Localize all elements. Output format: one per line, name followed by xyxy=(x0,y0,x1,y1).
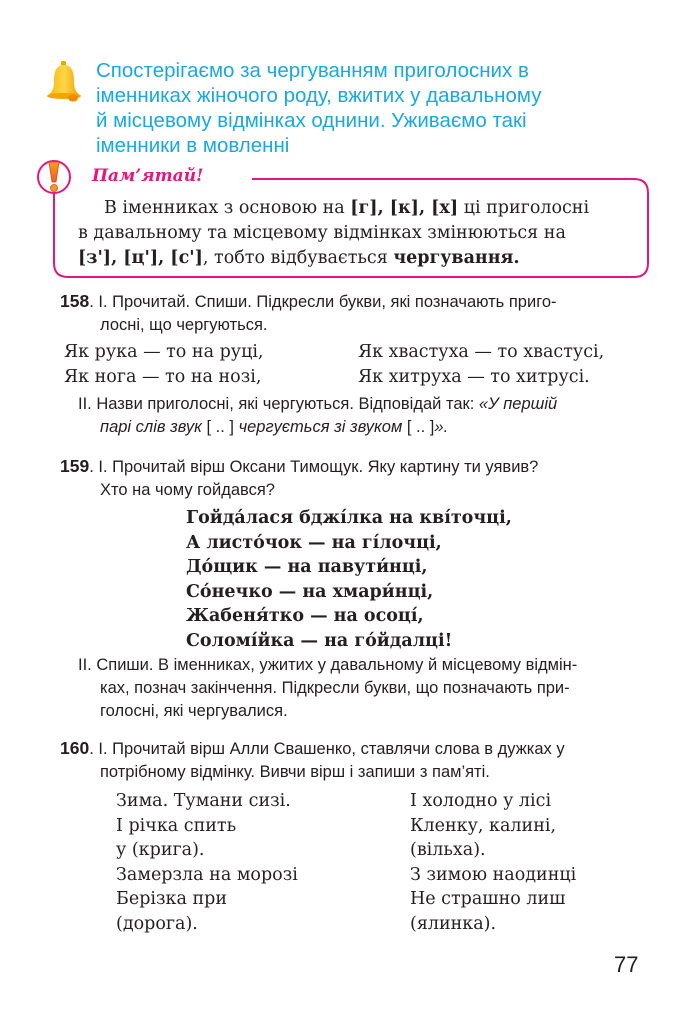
task-text: Хто на чому гойдався? xyxy=(100,481,275,499)
task-answer-template: парі слів звук xyxy=(100,418,202,436)
rule-term: чергування xyxy=(393,248,514,268)
task-answer-template: чергується зі звуком xyxy=(238,418,403,436)
exercise-160-task-1 xyxy=(60,737,650,784)
poem-line: Кленку, калині, xyxy=(410,815,557,836)
rule-sounds: [з'], [ц'], [с'] xyxy=(78,248,203,268)
poem-line: Гойда́лася бджі́лка на кві́точці, xyxy=(186,508,512,528)
rule-text: ці приголосні xyxy=(458,198,590,218)
poem-line: Як рука — то на руці, xyxy=(64,342,264,362)
goal-line: Спостерігаємо за чергуванням приголосних в xyxy=(96,59,529,82)
task-text: . І. Прочитай вірш Оксани Тимощук. Яку картину ти уявив? xyxy=(89,458,539,476)
goal-line: іменниках жіночого роду, вжитих у давальному xyxy=(96,84,542,107)
rule-text: . xyxy=(513,248,520,268)
exercise-number: 158 xyxy=(60,291,90,311)
task-text: ІІ. Спиши. В іменниках, ужитих у давальному й місцевому відмін- xyxy=(78,656,578,674)
remember-title: Пам’ятай! xyxy=(92,166,204,186)
rule-text: в давальному та місцевому відмінках змінюються на xyxy=(78,223,566,243)
exclamation-icon xyxy=(46,160,62,194)
task-answer-template: «У першій xyxy=(478,395,558,413)
task-text: . І. Прочитай. Спиши. Підкресли букви, які позначають приго- xyxy=(89,293,557,311)
exercise-158-couplets-right xyxy=(358,340,604,389)
task-text: ІІ. Назви приголосні, які чергуються. Відповідай так: xyxy=(78,395,479,413)
poem-line: Як хвастуха — то хвастусі, xyxy=(358,342,605,362)
remember-rule xyxy=(78,196,638,271)
exercise-159-task-1 xyxy=(60,455,650,502)
exercise-159-task-2 xyxy=(78,654,650,723)
poem-line: Соломі́йка — на го́йдалці! xyxy=(186,630,453,651)
task-text: [ .. ] xyxy=(201,418,239,436)
poem-line: Со́нечко — на хмари́нці, xyxy=(186,581,434,602)
exercise-158-task-1 xyxy=(60,290,650,337)
exercise-158-couplets-left xyxy=(64,340,263,389)
poem-line: Як нога — то на нозі, xyxy=(64,366,262,387)
goal-line: й місцевому відмінках однини. Уживаємо такі xyxy=(96,109,527,132)
page-number: 77 xyxy=(614,952,639,977)
poem-line: З зимою наодинці xyxy=(410,864,577,885)
poem-line: у (крига). xyxy=(116,840,205,860)
poem-line: І холодно у лісі xyxy=(410,791,552,811)
goal-line: іменники в мовленні xyxy=(96,134,290,157)
poem-line: Берізка при xyxy=(116,889,228,909)
exercise-number: 160 xyxy=(60,738,90,758)
task-text: [ .. ] xyxy=(402,418,435,436)
poem-line: (ялинка). xyxy=(410,913,497,934)
poem-line: До́щик — на павути́нці, xyxy=(186,557,428,577)
task-text: ках, познач закінчення. Підкресли букви, що позначають при- xyxy=(100,679,570,697)
exercise-160-poem-right xyxy=(410,789,576,936)
bell-icon xyxy=(44,60,84,104)
poem-line: Як хитруха — то хитрусі. xyxy=(358,366,590,387)
task-text: . І. Прочитай вірш Алли Свашенко, ставлячи слова в дужках у xyxy=(89,740,565,758)
poem-line: А листо́чок — на гі́лочці, xyxy=(186,532,442,553)
exercise-158-task-2 xyxy=(78,393,650,439)
exercise-159-poem xyxy=(186,506,512,653)
exercise-160-poem-left xyxy=(116,789,298,936)
poem-line: Зима. Тумани сизі. xyxy=(116,791,291,811)
task-text: лосні, що чергуються. xyxy=(100,316,268,334)
poem-line: Жабеня́тко — на осоці́, xyxy=(186,606,424,626)
poem-line: Замерзла на морозі xyxy=(116,864,298,885)
rule-sounds: [г], [к], [х] xyxy=(350,198,459,218)
task-text: потрібному відмінку. Вивчи вірш і запиши з пам’яті. xyxy=(100,763,490,781)
poem-line: (вільха). xyxy=(410,840,486,860)
poem-line: Не страшно лиш xyxy=(410,889,566,909)
rule-text: В іменниках з основою на xyxy=(104,198,351,218)
task-text: голосні, які чергувалися. xyxy=(100,702,288,720)
rule-text: , тобто відбувається xyxy=(202,248,394,268)
lesson-goal xyxy=(96,58,616,158)
poem-line: (дорога). xyxy=(116,913,198,934)
task-answer-template: ». xyxy=(434,418,449,436)
exercise-number: 159 xyxy=(60,456,90,476)
poem-line: І річка спить xyxy=(116,815,237,836)
